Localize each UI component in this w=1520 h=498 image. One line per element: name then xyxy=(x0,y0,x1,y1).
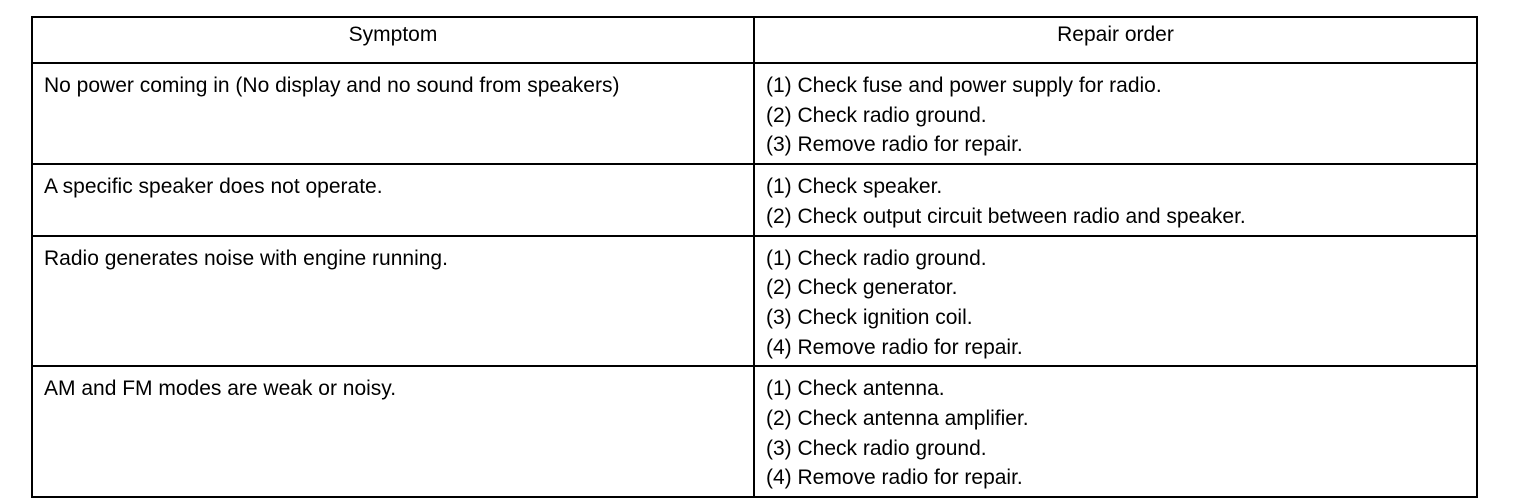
repair-step: (2) Check output circuit between radio and speaker. xyxy=(766,204,1246,228)
repair-step: (3) Check ignition coil. xyxy=(766,305,973,329)
troubleshooting-table xyxy=(31,16,1478,498)
symptom-column-header: Symptom xyxy=(32,17,754,63)
repair-step: (4) Remove radio for repair. xyxy=(766,335,1023,359)
repair-order-cell xyxy=(754,63,1477,164)
table-header-row xyxy=(32,17,1477,63)
repair-step: (3) Remove radio for repair. xyxy=(766,133,1023,157)
repair-step: (2) Check radio ground. xyxy=(766,103,987,127)
repair-step: (1) Check radio ground. xyxy=(766,246,987,270)
repair-order-cell xyxy=(754,366,1477,497)
repair-step: (3) Check radio ground. xyxy=(766,436,987,460)
repair-step: (1) Check speaker. xyxy=(766,175,943,199)
table-row xyxy=(32,236,1477,367)
repair-order-cell xyxy=(754,236,1477,367)
repair-order-cell xyxy=(754,164,1477,235)
repair-step: (2) Check antenna amplifier. xyxy=(766,407,1029,431)
symptom-cell: AM and FM modes are weak or noisy. xyxy=(32,366,754,497)
troubleshooting-table-container xyxy=(31,16,1476,498)
symptom-cell: A specific speaker does not operate. xyxy=(32,164,754,235)
repair-step: (4) Remove radio for repair. xyxy=(766,466,1023,490)
repair-step: (1) Check antenna. xyxy=(766,377,945,401)
table-row xyxy=(32,366,1477,497)
table-row xyxy=(32,164,1477,235)
table-row xyxy=(32,63,1477,164)
repair-step: (2) Check generator. xyxy=(766,276,958,300)
repair-step: (1) Check fuse and power supply for radio. xyxy=(766,74,1162,97)
symptom-cell: Radio generates noise with engine running. xyxy=(32,236,754,367)
repair-order-column-header: Repair order xyxy=(754,17,1477,63)
symptom-cell: No power coming in (No display and no sound from speakers) xyxy=(32,63,754,164)
